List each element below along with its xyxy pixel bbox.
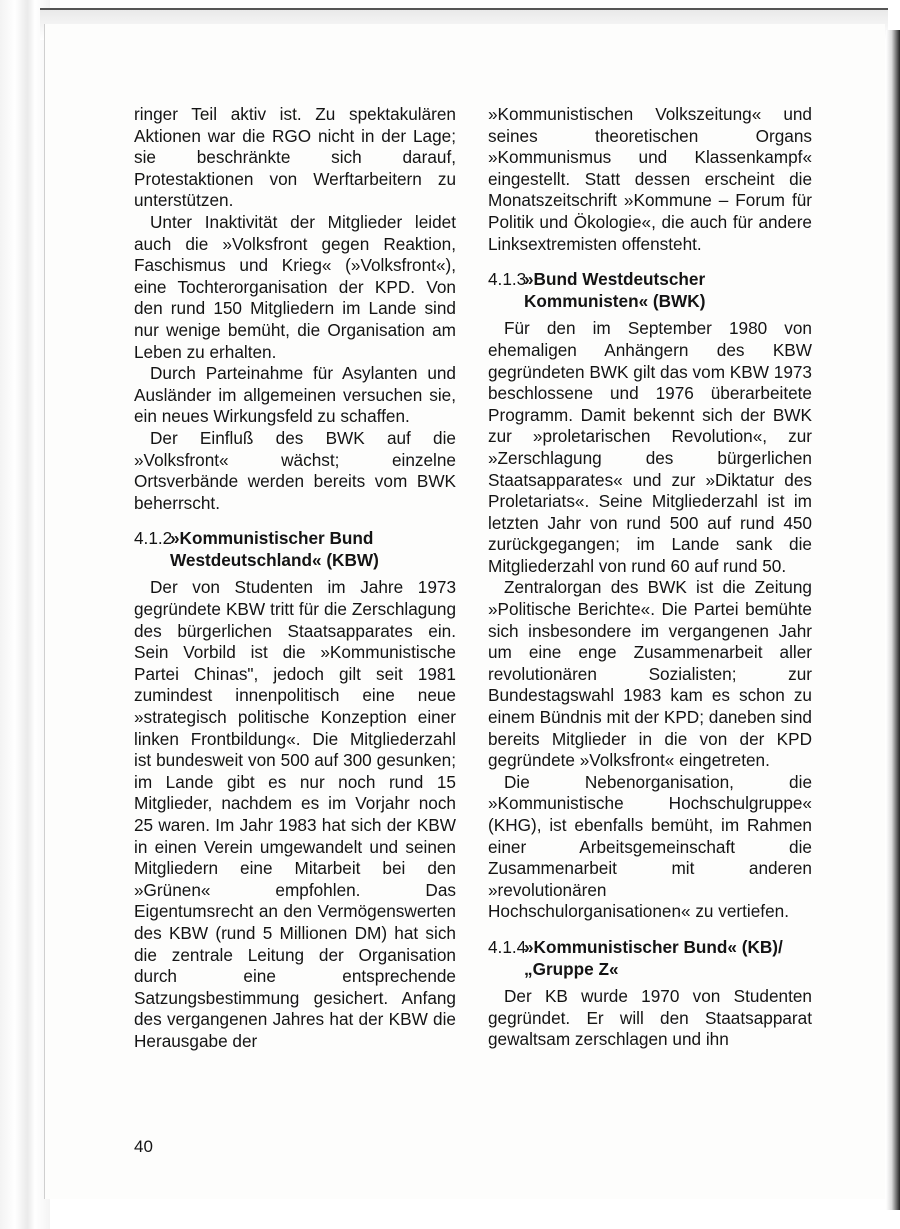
right-column (488, 104, 812, 1051)
scan-left-edge (0, 0, 50, 1229)
page-number: 40 (134, 1137, 153, 1156)
paragraph: Die Nebenorganisation, die »Kommunistische Hochschulgruppe« (KHG), ist ebenfalls bemüht, im Rahmen einer Arbeitsgemeinschaft die Zusammenarbeit mit anderen »revolutionären Hochschulorganisationen« zu vertiefen. (488, 771, 812, 922)
paragraph: Der KB wurde 1970 von Studenten gegründet. Er will den Staatsapparat gewaltsam zerschlagen und ihn (488, 986, 812, 1050)
paragraph: Der Einfluß des BWK auf die »Volksfront« wächst; einzelne Ortsverbände werden bereits vom BWK beherrscht. (134, 427, 456, 513)
section-number: 4.1.3 (488, 269, 527, 290)
section-title: »Kommunistischer Bund« (KB)/„Gruppe Z« (524, 936, 783, 979)
paragraph: Für den im September 1980 von ehemaligen Anhängern des KBW gegründeten BWK gilt das vom KBW 1973 beschlossene und 1976 überarbeitete Programm. Damit bekennt sich der BWK zur »proletarischen Revolution«, zur »Zerschlagung des bürgerlichen Staatsapparates« und zur »Diktatur des Proletariats«. Seine Mitgliederzahl ist im letzten Jahr von rund 500 auf rund 450 zurückgegangen; im Lande sank die Mitgliederzahl von rund 60 auf rund 50. (488, 318, 812, 576)
section-heading-4-1-3 (488, 269, 812, 312)
paragraph: Der von Studenten im Jahre 1973 gegründete KBW tritt für die Zerschlagung des bürgerlichen Staatsapparates ein. Sein Vorbild ist die »Kommunistische Partei Chinas", jedoch gilt seit 1981 zumindest innenpolitisch eine neue »strategisch politische Konzeption einer linken Frontbildung«. Die Mitgliederzahl ist bundesweit von 500 auf 300 gesunken; im Lande gibt es nur noch rund 15 Mitglieder, nachdem es im Vorjahr noch 25 waren. Im Jahr 1983 hat sich der KBW in einen Verein umgewandelt und seinen Mitgliedern eine Mitarbeit bei den »Grünen« empfohlen. Das Eigentumsrecht an den Vermögenswerten des KBW (rund 5 Millionen DM) hat sich die zentrale Leitung der Organisation durch eine entsprechende Satzungsbestimmung gesichert. Anfang des vergangenen Jahres hat der KBW die Herausgabe der (134, 577, 456, 1051)
section-heading-4-1-4 (488, 937, 812, 980)
page-binding-shadow (886, 30, 900, 1210)
section-number: 4.1.2 (134, 528, 173, 549)
paragraph: »Kommunistischen Volkszeitung« und seines theoretischen Organs »Kommunismus und Klassenkampf« eingestellt. Statt dessen erscheint die Monatszeitschrift »Kommune – Forum für Politik und Ökologie«, die auch für andere Linksextremisten offensteht. (488, 104, 812, 254)
paragraph: Unter Inaktivität der Mitglieder leidet auch die »Volksfront gegen Reaktion, Faschismus und Krieg« (»Volksfront«), eine Tochterorganisation der KPD. Von den rund 150 Mitgliedern im Lande sind nur wenige bemüht, die Organisation am Leben zu erhalten. (134, 211, 456, 362)
section-title: »Kommunistischer Bund Westdeutschland« (KBW) (170, 528, 379, 570)
paragraph: Durch Parteinahme für Asylanten und Ausländer im allgemeinen versuchen sie, ein neues Wirkungsfeld zu schaffen. (134, 363, 456, 427)
section-number: 4.1.4 (488, 936, 527, 957)
paragraph: Zentralorgan des BWK ist die Zeitung »Politische Berichte«. Die Partei bemühte sich insbesondere im vergangenen Jahr um eine enge Zusammenarbeit aller revolutionären Sozialisten; zur Bundestagswahl 1983 kam es schon zu einem Bündnis mit der KPD; daneben sind bereits Mitglieder in die von der KPD gegründete »Volksfront« eingetreten. (488, 577, 812, 771)
left-column (134, 104, 456, 1053)
section-title: »Bund Westdeutscher Kommunisten« (BWK) (524, 269, 706, 311)
paragraph: ringer Teil aktiv ist. Zu spektakulären Aktionen war die RGO nicht in der Lage; sie beschränkte sich darauf, Protestaktionen von Werftarbeitern zu unterstützen. (134, 104, 456, 211)
section-heading-4-1-2 (134, 528, 456, 571)
